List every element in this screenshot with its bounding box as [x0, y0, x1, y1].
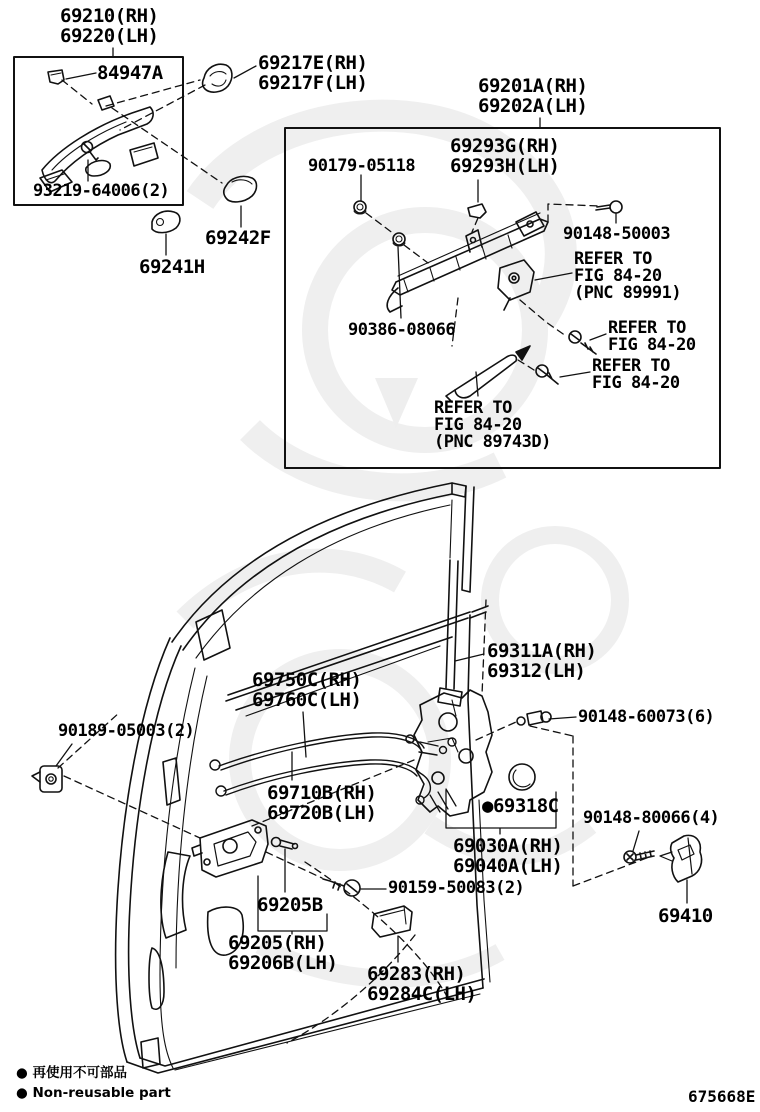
- label-90148-50003: 90148-50003: [563, 224, 671, 244]
- label-69410: 69410: [658, 905, 713, 927]
- label-90189-05003: 90189-05003(2): [58, 721, 195, 741]
- label-refer-pnc-89991: REFER TO FIG 84-20 (PNC 89991): [574, 249, 682, 303]
- label-69201a-69202a: 69201A(RH) 69202A(LH): [478, 75, 588, 117]
- label-69210-69220: 69210(RH) 69220(LH): [60, 5, 159, 47]
- label-69241h: 69241H: [139, 256, 205, 278]
- legend-non-reusable-en: [16, 1084, 171, 1102]
- label-69293g-h: 69293G(RH) 69293H(LH): [450, 135, 560, 177]
- label-69750c-69760c: 69750C(RH) 69760C(LH): [252, 669, 362, 711]
- drawing-number: 675668E: [688, 1087, 756, 1106]
- label-refer-pnc-89743d: REFER TO FIG 84-20 (PNC 89743D): [434, 398, 551, 452]
- label-84947a: 84947A: [97, 62, 163, 84]
- label-90148-80066: 90148-80066(4): [583, 808, 720, 828]
- label-69283-69284c: 69283(RH) 69284C(LH): [367, 963, 477, 1005]
- label-90179-05118: 90179-05118: [308, 156, 416, 176]
- label-69242f: 69242F: [205, 227, 271, 249]
- label-90148-60073: 90148-60073(6): [578, 707, 715, 727]
- label-69710b-69720b: 69710B(RH) 69720B(LH): [267, 782, 377, 824]
- exterior-handle-drawing: [40, 70, 158, 192]
- non-reusable-bullet-icon: ● Non-reusable part: [16, 1085, 171, 1101]
- label-93219-64006: 93219-64006(2): [33, 181, 170, 201]
- label-69318c: ●69318C: [482, 795, 559, 817]
- label-69205b: 69205B: [257, 894, 323, 916]
- label-90386-08066: 90386-08066: [348, 320, 456, 340]
- label-refer-fig-b: REFER TO FIG 84-20: [592, 356, 680, 393]
- non-reusable-bullet-icon: ● 再使用不可部品: [16, 1065, 127, 1081]
- legend-non-reusable-jp: [16, 1064, 127, 1082]
- label-69217e-f: 69217E(RH) 69217F(LH): [258, 52, 368, 94]
- label-90159-50083: 90159-50083(2): [388, 878, 525, 898]
- inner-handle-drawing: [192, 820, 412, 937]
- label-refer-fig-a: REFER TO FIG 84-20: [608, 318, 696, 355]
- label-69030a-69040a: 69030A(RH) 69040A(LH): [453, 835, 563, 877]
- label-69205-69206b: 69205(RH) 69206B(LH): [228, 932, 338, 974]
- label-69311a-69312: 69311A(RH) 69312(LH): [487, 640, 597, 682]
